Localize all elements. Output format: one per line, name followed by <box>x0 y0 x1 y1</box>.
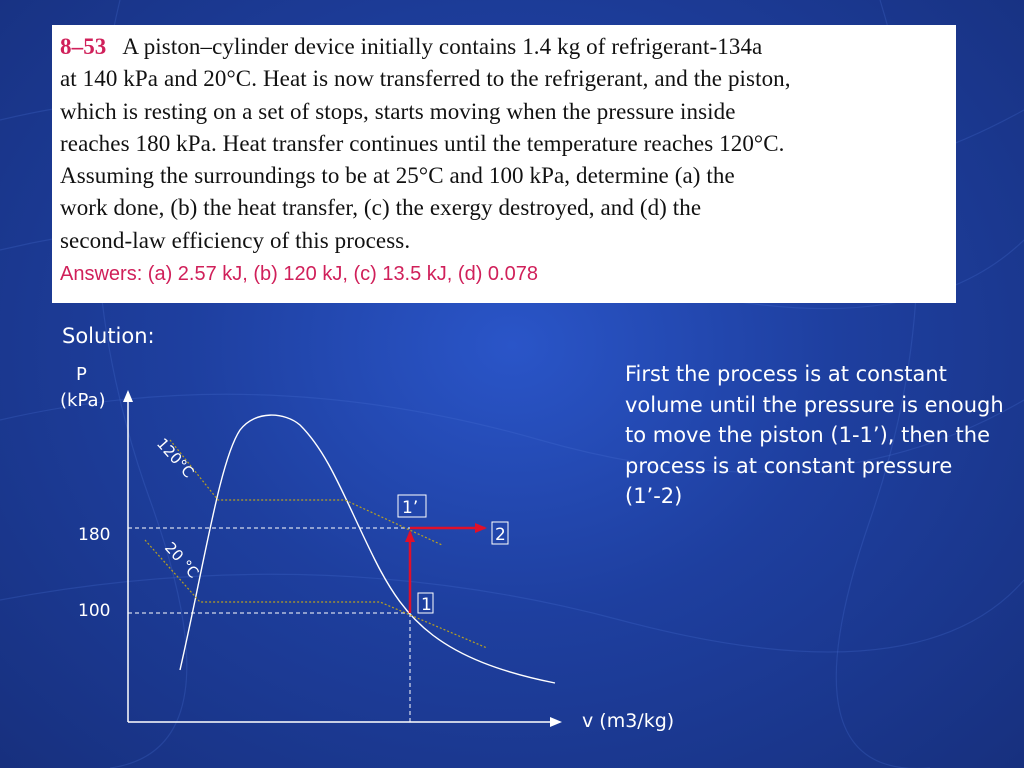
problem-line-4: reaches 180 kPa. Heat transfer continues until the temperature reaches 120°C. <box>60 130 785 156</box>
state-1-label: 1 <box>421 595 432 615</box>
isotherm-120c-label: 120°C <box>153 434 198 482</box>
problem-line-2: at 140 kPa and 20°C. Heat is now transferred to the refrigerant, and the piston, <box>60 66 791 92</box>
problem-line-1: 8–53 A piston–cylinder device initially contains 1.4 kg of refrigerant-134a <box>60 34 763 59</box>
explanation-text: First the process is at constant volume until the pressure is enough to move the piston (1-1’), then the process is at constant pressure (1’-2) <box>625 362 1004 508</box>
isotherm-120c <box>170 440 442 545</box>
problem-line-3: which is resting on a set of stops, starts moving when the pressure inside <box>60 98 736 124</box>
answers-line: Answers: (a) 2.57 kJ, (b) 120 kJ, (c) 13.5 kJ, (d) 0.078 <box>60 263 538 286</box>
problem-line-6: work done, (b) the heat transfer, (c) the exergy destroyed, and (d) the <box>60 195 702 221</box>
x-axis-label: v (m3/kg) <box>582 710 675 732</box>
problem-number: 8–53 <box>60 34 107 59</box>
state-1prime-label: 1’ <box>402 498 419 518</box>
isotherm-20c-label: 20 °C <box>161 538 203 582</box>
problem-line-5: Assuming the surroundings to be at 25°C and 100 kPa, determine (a) the <box>60 163 735 189</box>
p-tick-100: 100 <box>78 601 111 621</box>
problem-line-7: second-law efficiency of this process. <box>60 227 411 253</box>
saturation-dome <box>180 415 555 683</box>
y-axis-label-p: P <box>76 364 87 385</box>
y-axis-label-unit: (kPa) <box>60 390 106 411</box>
solution-label: Solution: <box>62 324 155 348</box>
p-tick-180: 180 <box>78 525 111 545</box>
state-2-label: 2 <box>495 525 506 545</box>
